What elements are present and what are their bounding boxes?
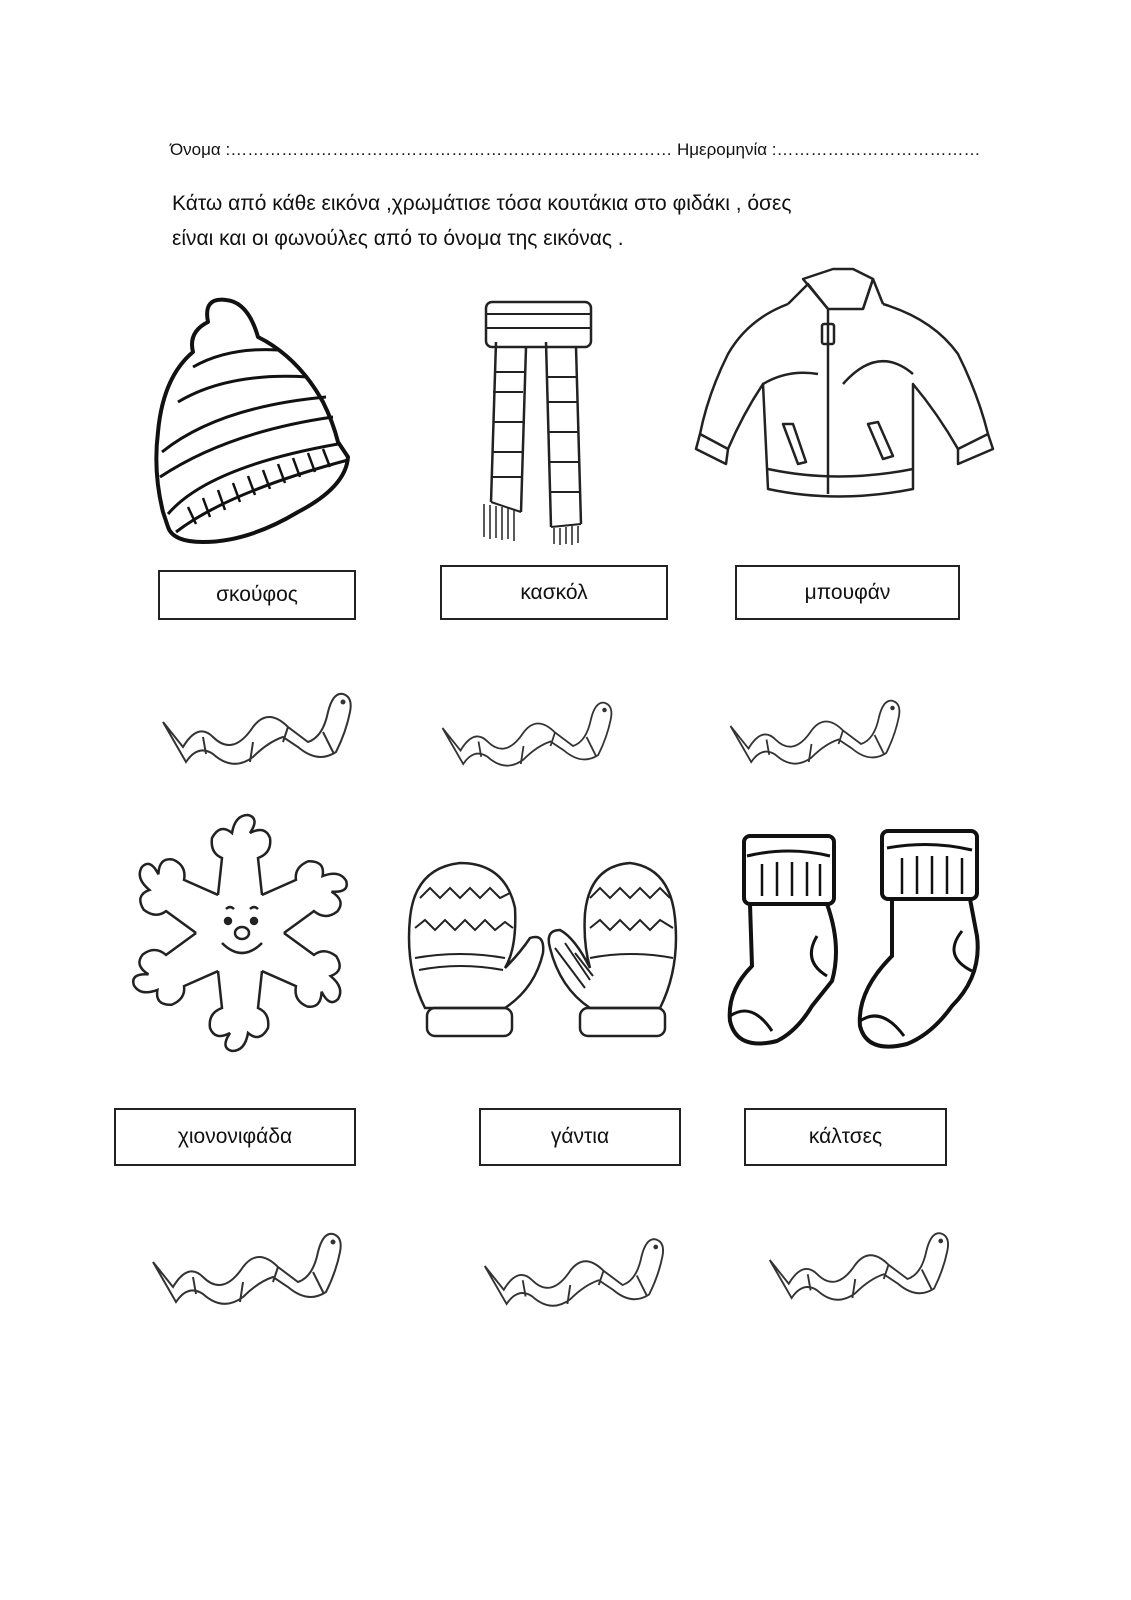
header-line [170, 140, 981, 160]
mittens-icon [405, 858, 555, 1048]
date-field[interactable]: ……………………………… [776, 140, 981, 159]
winter-hat-icon [148, 292, 368, 547]
instructions [172, 186, 952, 256]
label-box-hat: σκούφος [158, 570, 356, 620]
label-box-snowflake: χιονονιφάδα [114, 1108, 356, 1166]
snowflake-icon [120, 805, 360, 1060]
scarf-icon [476, 292, 606, 547]
label-box-mittens: γάντια [479, 1108, 681, 1166]
vowel-snake-6[interactable] [755, 1222, 965, 1317]
socks-icon-right [852, 826, 987, 1056]
label-box-jacket: μπουφάν [735, 565, 960, 620]
date-label: Ημερομηνία : [676, 140, 777, 159]
vowel-snake-3[interactable] [716, 690, 916, 780]
vowel-snake-4[interactable] [138, 1222, 358, 1322]
vowel-snake-1[interactable] [158, 682, 358, 782]
label-box-scarf: κασκόλ [440, 565, 668, 620]
instructions-line-1: Κάτω από κάθε εικόνα ,χρωμάτισε τόσα κουτάκια στο φιδάκι , όσες [172, 192, 792, 215]
label-box-socks: κάλτσες [744, 1108, 947, 1166]
name-label: Όνομα : [170, 140, 231, 159]
mittens-icon-right [545, 858, 685, 1048]
jacket-icon [688, 264, 998, 509]
vowel-snake-5[interactable] [470, 1228, 680, 1323]
socks-icon [722, 826, 842, 1056]
name-field[interactable]: …………………………………………………………………… [230, 140, 673, 159]
instructions-line-2: είναι και οι φωνούλες από το όνομα της εικόνας . [172, 227, 624, 250]
vowel-snake-2[interactable] [428, 692, 628, 782]
